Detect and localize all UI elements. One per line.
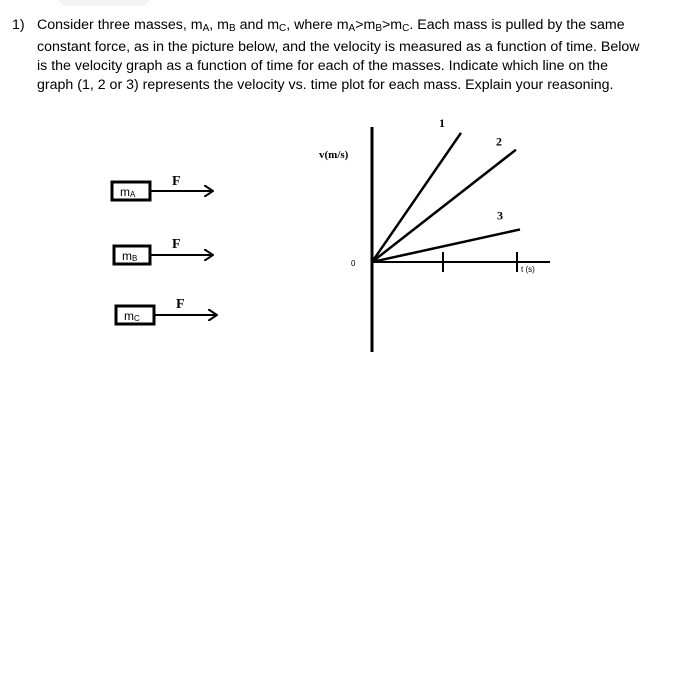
mass-c-label: mC [124, 309, 140, 323]
force-label-c: F [176, 297, 185, 312]
line-label-2: 2 [496, 134, 502, 149]
question-line-4: graph (1, 2 or 3) represents the velocity vs. time plot for each mass. Explain your reasoning. [37, 77, 614, 93]
mass-b-label: mB [122, 249, 138, 263]
line-label-1: 1 [439, 115, 445, 130]
origin-label: 0 [351, 259, 356, 268]
question-line-1: Consider three masses, $m_A$, $m_B$ and $m_C$, where $m_A>m_B>m_C$. Each mass is pulled by the same [37, 17, 625, 34]
force-label-b: F [172, 237, 181, 252]
line-label-3: 3 [497, 208, 503, 223]
force-label-a: F [172, 174, 181, 189]
y-axis-label: v(m/s) [319, 149, 349, 161]
x-axis-label: t (s) [521, 265, 535, 274]
question-line-2: constant force, as in the picture below, and the velocity is measured as a function of time. Below [37, 39, 640, 55]
question-number: 1) [12, 17, 25, 33]
mass-b-diagram [114, 237, 212, 264]
mass-c-diagram [116, 297, 216, 324]
velocity-time-graph [319, 116, 550, 352]
velocity-line-1 [372, 133, 461, 262]
mass-a-label: mA [120, 185, 136, 199]
mass-a-diagram [112, 174, 212, 200]
question-line-3: is the velocity graph as a function of time for each of the masses. Indicate which line on the [37, 58, 608, 74]
